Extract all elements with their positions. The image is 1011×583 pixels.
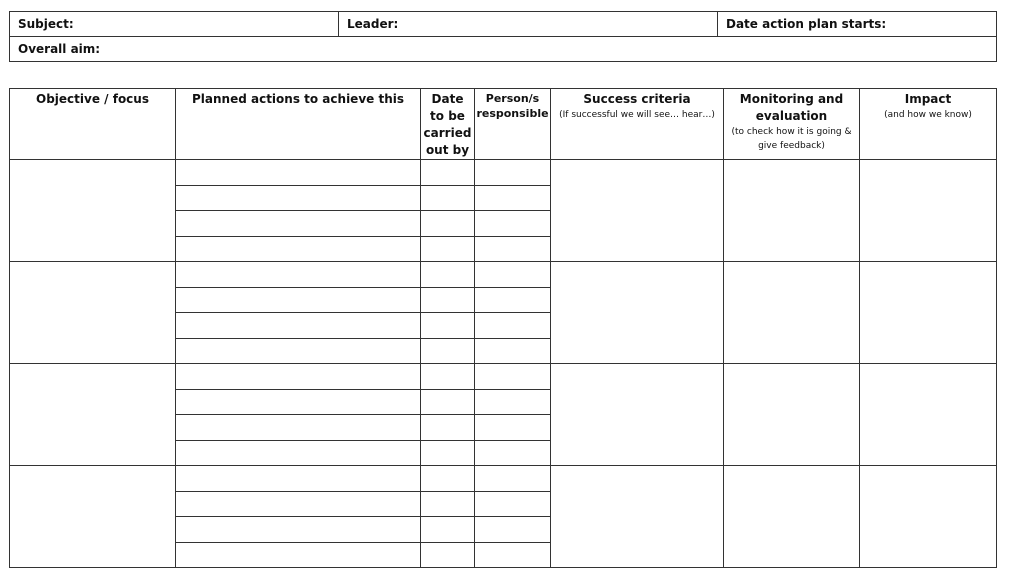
action-cell[interactable] [176, 440, 421, 466]
date-cell[interactable] [421, 338, 475, 364]
person-cell[interactable] [475, 466, 551, 492]
success-cell[interactable] [551, 160, 724, 262]
col-planned-actions: Planned actions to achieve this [176, 89, 421, 160]
action-cell[interactable] [176, 542, 421, 568]
action-cell[interactable] [176, 313, 421, 339]
col-person: Person/s responsible [475, 89, 551, 160]
col-monitoring: Monitoring and evaluation (to check how it is going & give feedback) [724, 89, 860, 160]
date-cell[interactable] [421, 160, 475, 186]
monitoring-cell[interactable] [724, 160, 860, 262]
action-cell[interactable] [176, 466, 421, 492]
overall-aim-field[interactable] [10, 37, 997, 62]
subject-field[interactable] [10, 12, 339, 37]
action-cell[interactable] [176, 185, 421, 211]
leader-label: Leader: [347, 17, 399, 31]
action-cell[interactable] [176, 287, 421, 313]
objective-cell[interactable] [10, 160, 176, 262]
subject-label: Subject: [18, 17, 74, 31]
person-cell[interactable] [475, 389, 551, 415]
table-row [10, 262, 997, 288]
date-cell[interactable] [421, 491, 475, 517]
action-cell[interactable] [176, 517, 421, 543]
date-cell[interactable] [421, 236, 475, 262]
action-cell[interactable] [176, 211, 421, 237]
success-cell[interactable] [551, 262, 724, 364]
person-cell[interactable] [475, 287, 551, 313]
impact-cell[interactable] [860, 364, 997, 466]
date-cell[interactable] [421, 364, 475, 390]
person-cell[interactable] [475, 313, 551, 339]
date-cell[interactable] [421, 262, 475, 288]
action-cell[interactable] [176, 415, 421, 441]
action-cell[interactable] [176, 262, 421, 288]
action-cell[interactable] [176, 364, 421, 390]
plan-header-table [9, 11, 997, 62]
person-cell[interactable] [475, 415, 551, 441]
leader-field[interactable] [339, 12, 718, 37]
action-plan-table [9, 88, 997, 568]
objective-cell[interactable] [10, 466, 176, 568]
date-cell[interactable] [421, 313, 475, 339]
action-cell[interactable] [176, 389, 421, 415]
col-objective: Objective / focus [10, 89, 176, 160]
person-cell[interactable] [475, 491, 551, 517]
date-cell[interactable] [421, 542, 475, 568]
impact-cell[interactable] [860, 466, 997, 568]
person-cell[interactable] [475, 542, 551, 568]
date-cell[interactable] [421, 211, 475, 237]
person-cell[interactable] [475, 236, 551, 262]
date-cell[interactable] [421, 415, 475, 441]
date-cell[interactable] [421, 440, 475, 466]
person-cell[interactable] [475, 338, 551, 364]
col-impact: Impact (and how we know) [860, 89, 997, 160]
objective-cell[interactable] [10, 364, 176, 466]
monitoring-cell[interactable] [724, 262, 860, 364]
table-row [10, 160, 997, 186]
col-date: Date to be carried out by [421, 89, 475, 160]
person-cell[interactable] [475, 160, 551, 186]
action-cell[interactable] [176, 160, 421, 186]
action-cell[interactable] [176, 338, 421, 364]
overall-aim-label: Overall aim: [18, 42, 101, 56]
date-cell[interactable] [421, 517, 475, 543]
date-cell[interactable] [421, 185, 475, 211]
action-cell[interactable] [176, 236, 421, 262]
success-cell[interactable] [551, 466, 724, 568]
person-cell[interactable] [475, 364, 551, 390]
impact-cell[interactable] [860, 160, 997, 262]
success-cell[interactable] [551, 364, 724, 466]
person-cell[interactable] [475, 262, 551, 288]
date-cell[interactable] [421, 466, 475, 492]
table-row [10, 364, 997, 390]
objective-cell[interactable] [10, 262, 176, 364]
table-row [10, 466, 997, 492]
date-cell[interactable] [421, 287, 475, 313]
impact-cell[interactable] [860, 262, 997, 364]
person-cell[interactable] [475, 517, 551, 543]
start-date-field[interactable] [718, 12, 997, 37]
person-cell[interactable] [475, 185, 551, 211]
person-cell[interactable] [475, 440, 551, 466]
monitoring-cell[interactable] [724, 466, 860, 568]
person-cell[interactable] [475, 211, 551, 237]
start-date-label: Date action plan starts: [726, 17, 887, 31]
col-success: Success criteria (If successful we will see… hear…) [551, 89, 724, 160]
action-cell[interactable] [176, 491, 421, 517]
monitoring-cell[interactable] [724, 364, 860, 466]
date-cell[interactable] [421, 389, 475, 415]
